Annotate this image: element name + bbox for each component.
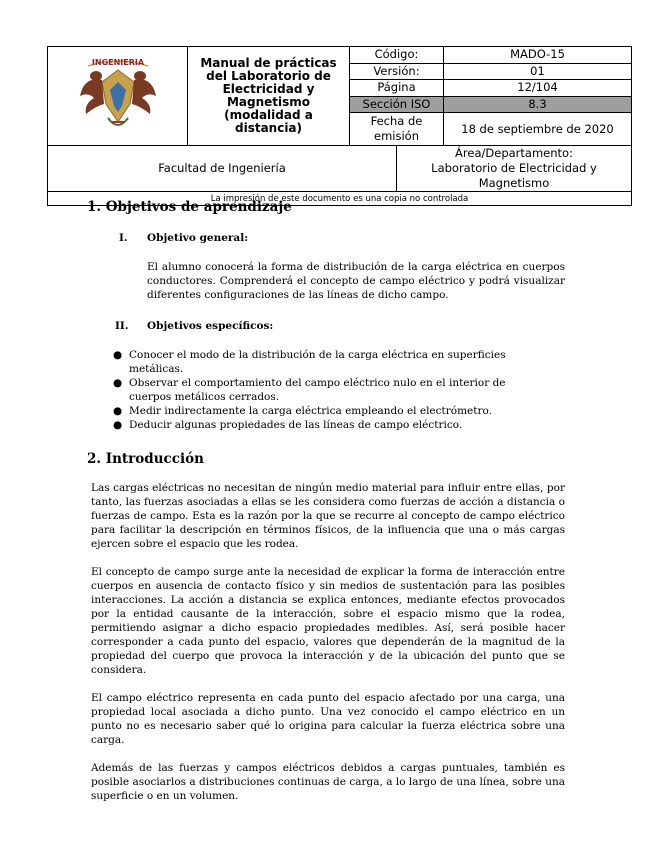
copy-notice: La impresión de este documento es una copia no controlada xyxy=(48,192,632,206)
section-heading-objetivos: 1. Objetivos de aprendizaje xyxy=(87,199,292,215)
version-label: Versión: xyxy=(350,63,444,80)
area-label: Área/Departamento: xyxy=(455,146,573,160)
pagina-label: Página xyxy=(350,80,444,97)
paragraph: El campo eléctrico representa en cada punto del espacio afectado por una carga, una propiedad local asociada a dicho punto. Una vez conocido el campo eléctrico en un punto no es necesario saber qué lo origina para calcular la fuerza eléctrica sobre una carga. xyxy=(91,692,565,746)
svg-text:INGENIERIA: INGENIERIA xyxy=(91,58,144,67)
document-body xyxy=(87,199,565,803)
objetivo-general-text: El alumno conocerá la forma de distribución de la carga eléctrica en cuerpos conductores. Comprenderá el concepto de campo eléctrico y podrá visualizar diferentes configuraciones de las líneas de dicho campo. xyxy=(147,261,565,301)
section-heading-introduccion: 2. Introducción xyxy=(87,451,204,467)
codigo-label: Código: xyxy=(350,47,444,64)
fecha-value: 18 de septiembre de 2020 xyxy=(444,113,632,146)
pagina-value: 12/104 xyxy=(444,80,632,97)
version-value: 01 xyxy=(444,63,632,80)
fecha-label: Fecha de emisión xyxy=(350,113,444,146)
seccion-iso-value: 8.3 xyxy=(444,96,632,113)
paragraph: Además de las fuerzas y campos eléctricos debidos a cargas puntuales, también es posible asociarlos a distribuciones continuas de carga, a lo largo de una línea, sobre una superficie o en un volumen. xyxy=(91,762,565,802)
paragraph: Las cargas eléctricas no necesitan de ningún medio material para influir entre ellas, por tanto, las fuerzas asociadas a ellas se les considera como fuerzas de acción a distancia o fuerzas de campo. Esta es la razón por la que se recurre al concepto de campo eléctrico para facilitar la descripción en términos físicos, de la influencia que una o más cargas ejercen sobre el espacio que les rodea. xyxy=(91,482,565,550)
codigo-value: MADO-15 xyxy=(444,47,632,64)
document-header xyxy=(47,46,631,206)
subsection-title: Objetivo general: xyxy=(147,232,249,244)
area-departamento xyxy=(397,146,632,192)
seccion-iso-label: Sección ISO xyxy=(350,96,444,113)
paragraph: El concepto de campo surge ante la necesidad de explicar la forma de interacción entre cuerpos en ausencia de contacto físico y sin medios de sustentación para las posibles interacciones. La acción a distancia se explica entonces, mediante efectos provocados por la entidad causante de la interacción, sobre el espacio mismo que la rodea, permitiendo asignar a dicho espacio propiedades medibles. Así, será posible hacer corresponder a cada punto del espacio, valores que dependerán de la magnitud de la propiedad del cuerpo que provoca la interacción y de la ubicación del punto que se considera. xyxy=(91,566,565,676)
list-item: ● Observar el comportamiento del campo eléctrico nulo en el interior de cuerpos metálicos cerrados. xyxy=(113,377,506,403)
manual-title: Manual de prácticas del Laboratorio de Electricidad y Magnetismo (modalidad a distancia) xyxy=(188,47,350,146)
list-item: ● Conocer el modo de la distribución de la carga eléctrica en superficies metálicas. xyxy=(113,349,506,375)
subsection-title: Objetivos específicos: xyxy=(147,320,274,332)
area-value: Laboratorio de Electricidad y Magnetismo xyxy=(431,161,597,190)
subsection-numeral: II. xyxy=(115,320,129,332)
objetivos-list xyxy=(113,348,539,432)
list-item: ● Deducir algunas propiedades de las líneas de campo eléctrico. xyxy=(113,419,463,431)
unam-engineering-logo xyxy=(48,47,188,146)
list-item: ● Medir indirectamente la carga eléctrica empleando el electrómetro. xyxy=(113,405,492,417)
subsection-objetivo-general xyxy=(119,231,565,245)
facultad-name: Facultad de Ingeniería xyxy=(48,146,397,192)
subsection-numeral: I. xyxy=(119,232,128,244)
subsection-objetivos-especificos xyxy=(115,319,565,333)
